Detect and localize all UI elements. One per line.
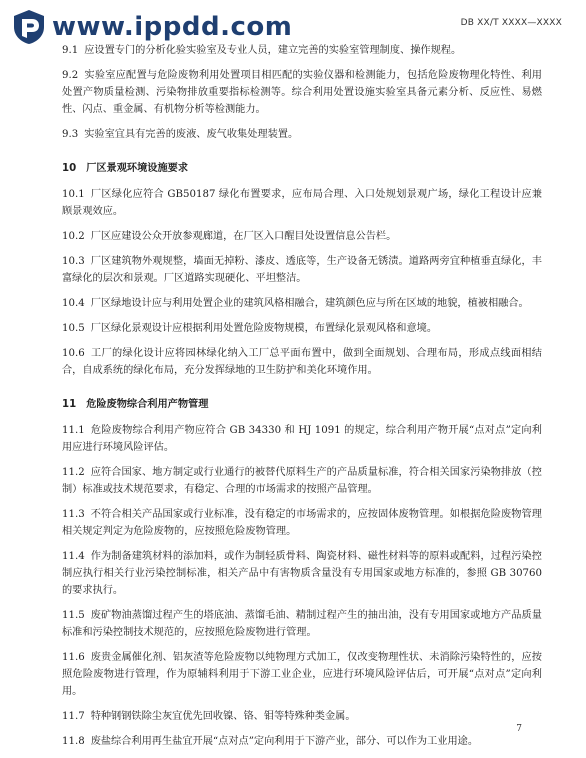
clause-text: 实验室宜具有完善的废液、废气收集处理装置。 bbox=[84, 129, 299, 140]
clause-text: 厂区绿化应符合 GB50187 绿化布置要求，应布局合理、入口处规划景观广场，绿化工程设计应兼顾景观效应。 bbox=[62, 189, 542, 217]
standard-number: DB XX/T XXXX—XXXX bbox=[460, 18, 562, 28]
clause-number: 11.5 bbox=[62, 610, 85, 621]
clause-number: 9.2 bbox=[62, 70, 79, 81]
clause-number: 10.6 bbox=[62, 348, 85, 359]
clause-text: 应设置专门的分析化验实验室及专业人员，建立完善的实验室管理制度、操作规程。 bbox=[84, 45, 462, 56]
clause-number: 11.4 bbox=[62, 551, 85, 562]
section-heading bbox=[62, 159, 542, 174]
clause-number: 9.1 bbox=[62, 45, 79, 56]
clause-paragraph bbox=[62, 506, 542, 540]
shield-logo-icon bbox=[12, 9, 46, 45]
clause-text: 厂区绿化景观设计应根据利用处置危险废物规模，布置绿化景观风格和意境。 bbox=[90, 323, 438, 334]
clause-paragraph bbox=[62, 345, 542, 379]
page-number: 7 bbox=[516, 724, 522, 734]
clause-paragraph bbox=[62, 67, 542, 118]
clause-paragraph bbox=[62, 422, 542, 456]
site-logo bbox=[12, 9, 292, 45]
section-number: 11 bbox=[62, 399, 77, 410]
clause-number: 11.7 bbox=[62, 711, 85, 722]
clause-number: 10.5 bbox=[62, 323, 85, 334]
clause-text: 实验室应配置与危险废物利用处置项目相匹配的实验仪器和检测能力，包括危险废物理化特性、利用处置产物质量检测、污染物排放重要指标检测等。综合利用处置设施实验室具备元素分析、反应性、易燃性、闪点、重金属、有机物分析等检测能力。 bbox=[62, 70, 542, 115]
clause-text: 废盐综合利用再生盐宜开展“点对点”定向利用于下游产业，部分、可以作为工业用途。 bbox=[90, 736, 479, 747]
clause-number: 11.6 bbox=[62, 652, 85, 663]
clause-number: 10.4 bbox=[62, 298, 85, 309]
clause-paragraph bbox=[62, 320, 542, 337]
clause-text: 厂区绿地设计应与利用处置企业的建筑风格相融合，建筑颜色应与所在区域的地貌，植被相融合。 bbox=[90, 298, 529, 309]
section-title: 厂区景观环境设施要求 bbox=[86, 163, 189, 174]
clause-paragraph bbox=[62, 253, 542, 287]
clause-text: 工厂的绿化设计应将园林绿化纳入工厂总平面布置中，做到全面规划、合理布局，形成点线面相结合，自成系统的绿化布局，充分发挥绿地的卫生防护和美化环境作用。 bbox=[62, 348, 542, 376]
clause-number: 11.8 bbox=[62, 736, 85, 747]
clause-paragraph bbox=[62, 186, 542, 220]
clause-paragraph bbox=[62, 548, 542, 599]
clause-number: 11.2 bbox=[62, 467, 85, 478]
clause-text: 作为制备建筑材料的添加料，或作为制轻质骨料、陶瓷材料、磁性材料等的原料或配料，过程污染控制应执行相关行业污染控制标准，相关产品中有害物质含量没有专用国家或地方标准的，参照 GB 30760 的要求执行。 bbox=[62, 551, 542, 596]
clause-text: 废贵金属催化剂、铝灰渣等危险废物以纯物理方式加工，仅改变物理性状、未消除污染特性的，应按照危险废物进行管理，作为原辅料利用于下游工业企业，应进行环境风险评估后，可开展“点对点”定向利用。 bbox=[62, 652, 542, 697]
clause-paragraph bbox=[62, 228, 542, 245]
logo-text: www.ippdd.com bbox=[52, 12, 293, 42]
clause-paragraph bbox=[62, 649, 542, 700]
clause-paragraph bbox=[62, 126, 542, 143]
clause-text: 应符合国家、地方制定或行业通行的被替代原料生产的产品质量标准，符合相关国家污染物排放（控制）标准或技术规范要求，有稳定、合理的市场需求的按照产品管理。 bbox=[62, 467, 542, 495]
clause-number: 11.3 bbox=[62, 509, 85, 520]
clause-paragraph bbox=[62, 464, 542, 498]
clause-paragraph bbox=[62, 607, 542, 641]
clause-paragraph bbox=[62, 42, 542, 59]
clause-number: 10.2 bbox=[62, 231, 85, 242]
clause-number: 10.1 bbox=[62, 189, 85, 200]
clause-number: 9.3 bbox=[62, 129, 79, 140]
section-title: 危险废物综合利用产物管理 bbox=[86, 399, 209, 410]
document-body bbox=[62, 42, 542, 758]
clause-text: 废矿物油蒸馏过程产生的塔底油、蒸馏毛油、精制过程产生的抽出油，没有专用国家或地方产品质量标准和污染控制技术规范的，应按照危险废物进行管理。 bbox=[62, 610, 542, 638]
clause-number: 11.1 bbox=[62, 425, 85, 436]
clause-text: 特种钢钢铁除尘灰宜优先回收镍、铬、钼等特殊种类金属。 bbox=[90, 711, 356, 722]
clause-text: 不符合相关产品国家或行业标准，没有稳定的市场需求的，应按固体废物管理。如根据危险废物管理相关规定判定为危险废物的，应按照危险废物管理。 bbox=[62, 509, 542, 537]
clause-paragraph bbox=[62, 733, 542, 750]
clause-text: 危险废物综合利用产物应符合 GB 34330 和 HJ 1091 的规定，综合利用产物开展“点对点”定向利用应进行环境风险评估。 bbox=[62, 425, 542, 453]
section-heading bbox=[62, 395, 542, 410]
clause-number: 10.3 bbox=[62, 256, 85, 267]
clause-paragraph bbox=[62, 295, 542, 312]
clause-text: 厂区应建设公众开放参观廊道，在厂区入口醒目处设置信息公告栏。 bbox=[90, 231, 397, 242]
clause-text: 厂区建筑物外观规整，墙面无掉粉、漆皮、透底等，生产设备无锈渍。道路两旁宜种植垂直绿化，丰富绿化的层次和景观。厂区道路实现硬化、平坦整洁。 bbox=[62, 256, 542, 284]
section-number: 10 bbox=[62, 163, 77, 174]
clause-paragraph bbox=[62, 708, 542, 725]
